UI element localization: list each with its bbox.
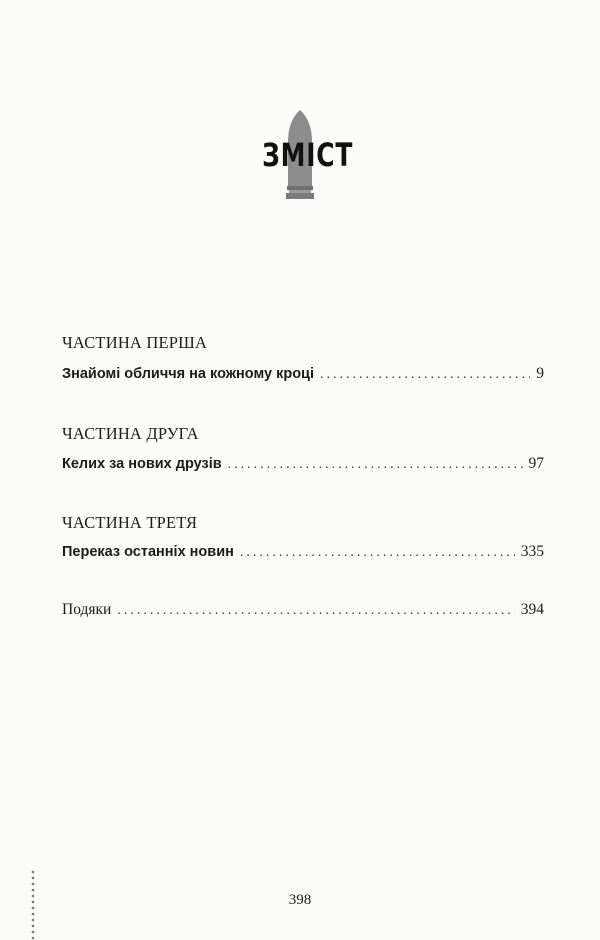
part-heading-1: ЧАСТИНА ПЕРША [62,333,208,352]
binding-edge-dots [30,868,36,940]
toc-entry-label: Знайомі обличчя на кожному кроці [62,366,315,382]
toc-entry-page: 97 [528,455,544,472]
title-block [250,108,360,208]
part-heading-2: ЧАСТИНА ДРУГА [62,424,199,443]
page-title: ЗМІСТ [262,136,354,174]
toc-entry-page: 335 [520,543,544,560]
toc-entry-1[interactable] [62,365,544,383]
toc-entry-page: 9 [536,365,544,382]
toc-entry-label: Подяки [62,601,112,618]
leader-dots [228,457,523,473]
leader-dots [117,603,514,619]
toc-entry-2[interactable] [62,455,544,473]
toc-entry-label: Переказ останніх новин [62,544,234,560]
page-number: 398 [288,892,312,908]
toc-entry-page: 394 [520,601,544,618]
part-heading-3: ЧАСТИНА ТРЕТЯ [62,513,198,532]
toc-entry-acknowledgements[interactable] [62,601,544,619]
toc-entry-3[interactable] [62,543,544,561]
toc-entry-label: Келих за нових друзів [62,456,222,472]
leader-dots [320,367,530,383]
leader-dots [240,545,515,561]
